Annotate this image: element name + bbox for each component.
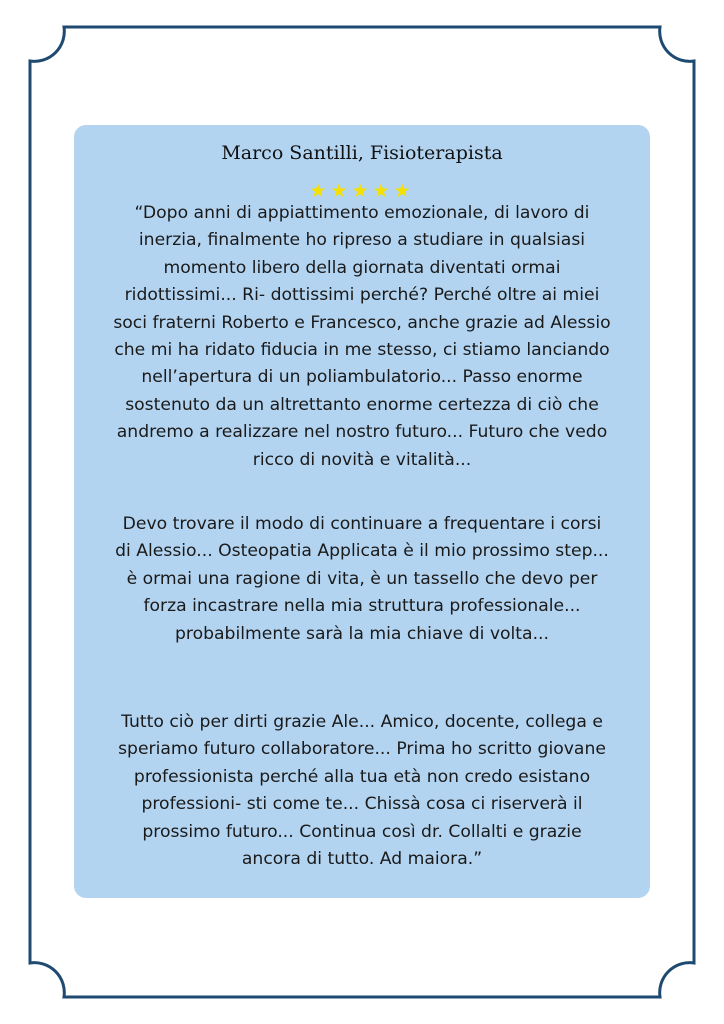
paragraph-line: nell’apertura di un poliambulatorio... Passo enorme xyxy=(141,367,583,388)
paragraph-line: speriamo futuro collaboratore... Prima ho scritto giovane xyxy=(118,739,606,760)
paragraph-line: prossimo futuro... Continua così dr. Collalti e grazie xyxy=(142,821,582,842)
paragraph-line: forza incastrare nella mia struttura professionale... xyxy=(143,596,581,617)
testimonial-paragraph-1 xyxy=(80,200,644,474)
paragraph-line: Tutto ciò per dirti grazie Ale... Amico, docente, collega e xyxy=(121,712,603,732)
star-rating: ★★★★★ xyxy=(309,180,415,202)
paragraph-line: soci fraterni Roberto e Francesco, anche grazie ad Alessio xyxy=(113,312,611,333)
paragraph-line: che mi ha ridato fiducia in me stesso, ci stiamo lanciando xyxy=(114,340,610,361)
testimonial-author-title: Marco Santilli, Fisioterapista xyxy=(221,142,503,164)
paragraph-line: Devo trovare il modo di continuare a frequentare i corsi xyxy=(122,514,602,534)
paragraph-line: di Alessio... Osteopatia Applicata è il mio prossimo step... xyxy=(115,541,609,562)
paragraph-line: è ormai una ragione di vita, è un tassello che devo per xyxy=(126,568,598,589)
paragraph-line: inerzia, finalmente ho ripreso a studiare in qualsiasi xyxy=(138,230,586,251)
paragraph-line: professionista perché alla tua età non credo esistano xyxy=(133,766,591,787)
paragraph-line: probabilmente sarà la mia chiave di volta... xyxy=(175,623,549,644)
paragraph-line: andremo a realizzare nel nostro futuro... Futuro che vedo xyxy=(116,422,608,443)
testimonial-paragraph-3 xyxy=(80,709,644,873)
testimonial-paragraph-2 xyxy=(80,511,644,648)
paragraph-line: ancora di tutto. Ad maiora.” xyxy=(241,849,483,870)
paragraph-line: ridottissimi... Ri- dottissimi perché? Perché oltre ai miei xyxy=(124,285,600,306)
paragraph-line: ricco di novità e vitalità... xyxy=(252,449,472,470)
paragraph-line: “Dopo anni di appiattimento emozionale, di lavoro di xyxy=(134,203,590,223)
paragraph-line: momento libero della giornata diventati ormai xyxy=(163,257,561,278)
paragraph-line: sostenuto da un altrettanto enorme certezza di ciò che xyxy=(125,394,599,415)
paragraph-line: professioni- sti come te... Chissà cosa ci riserverà il xyxy=(141,794,583,815)
